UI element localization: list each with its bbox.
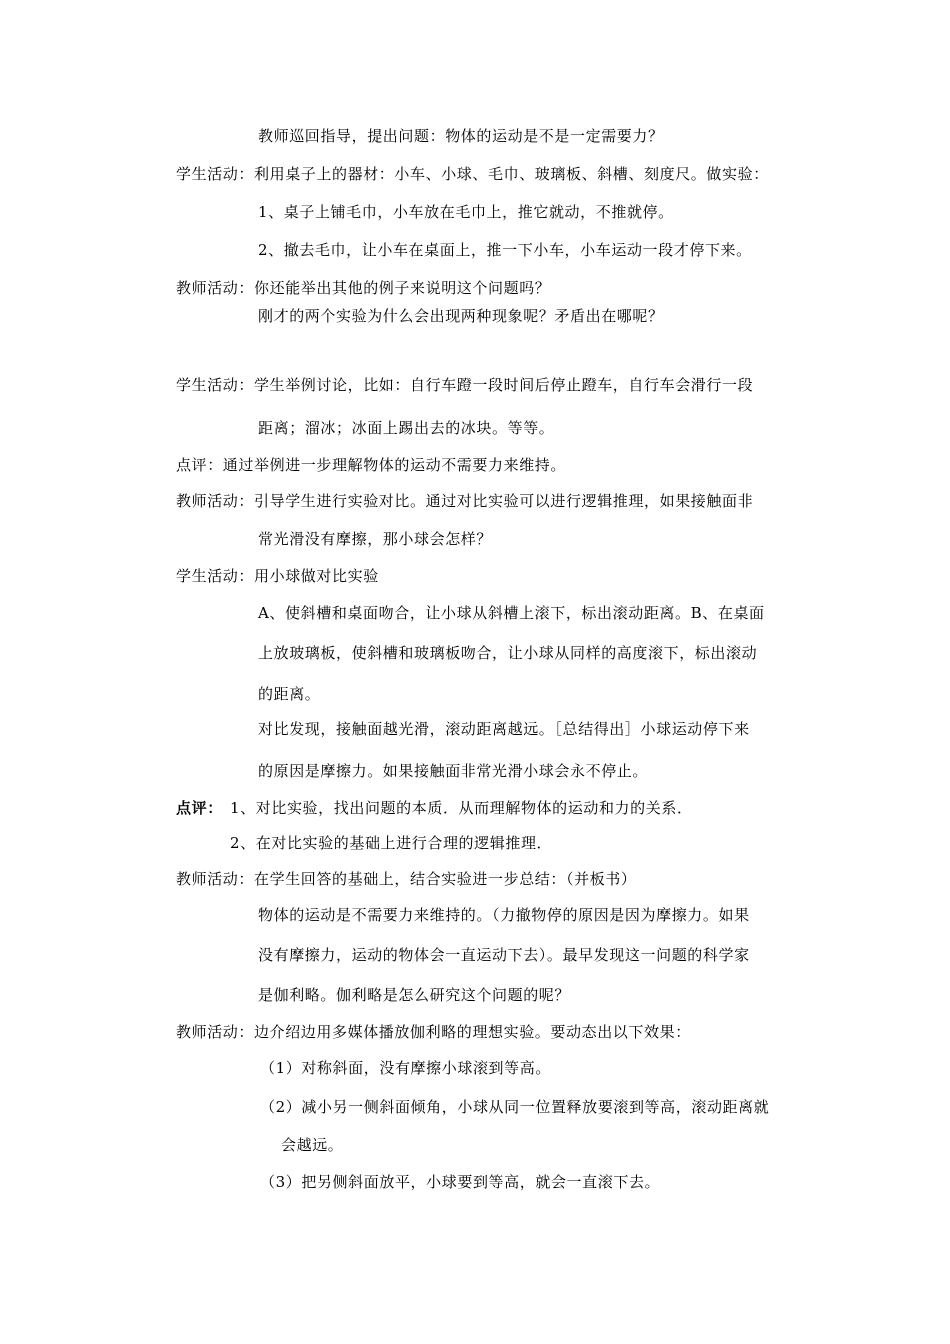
paragraph-line: 上放玻璃板，使斜槽和玻璃板吻合，让小球从同样的高度滚下，标出滚动 (258, 644, 758, 662)
paragraph-line: 没有摩擦力，运动的物体会一直运动下去）。最早发现这一问题的科学家 (258, 946, 750, 964)
paragraph-line: 距离；溜冰；冰面上踢出去的冰块。等等。 (258, 419, 555, 437)
paragraph-line: 学生活动：利用桌子上的器材：小车、小球、毛巾、玻璃板、斜槽、刻度尺。做实验： (176, 165, 769, 183)
paragraph-line: 的原因是摩擦力。如果接触面非常光滑小球会永不停止。 (258, 762, 649, 780)
paragraph-line: 2、在对比实验的基础上进行合理的逻辑推理． (230, 834, 553, 852)
paragraph-line: （1）对称斜面，没有摩擦小球滚到等高。 (260, 1059, 551, 1077)
paragraph-line: 学生活动：用小球做对比实验 (176, 567, 379, 585)
paragraph-line: 1、桌子上铺毛巾，小车放在毛巾上，推它就动，不推就停。 (258, 203, 674, 221)
paragraph-line: 会越远。 (281, 1136, 344, 1154)
paragraph-line: 对比发现，接触面越光滑，滚动距离越远。［总结得出］小球运动停下来 (258, 720, 750, 738)
paragraph-line: 教师活动：你还能举出其他的例子来说明这个问题吗？ (176, 279, 551, 297)
paragraph-line: 1、对比实验，找出问题的本质．从而理解物体的运动和力的关系． (230, 799, 693, 817)
paragraph-line: 点评：通过举例进一步理解物体的运动不需要力来维持。 (176, 456, 567, 474)
paragraph-line: A、使斜槽和桌面吻合，让小球从斜槽上滚下，标出滚动距离。B、在桌面 (258, 604, 765, 622)
paragraph-line: 常光滑没有摩擦，那小球会怎样？ (258, 530, 493, 548)
paragraph-line: 教师巡回指导，提出问题：物体的运动是不是一定需要力？ (258, 127, 664, 145)
paragraph-line: 物体的运动是不需要力来维持的。（力撤物停的原因是因为摩擦力。如果 (258, 906, 750, 924)
paragraph-line: 教师活动：在学生回答的基础上，结合实验进一步总结：（并板书） (176, 870, 637, 888)
paragraph-line: 学生活动：学生举例讨论，比如：自行车蹬一段时间后停止蹬车，自行车会滑行一段 (176, 376, 754, 394)
paragraph-line: （3）把另侧斜面放平，小球要到等高，就会一直滚下去。 (260, 1173, 661, 1191)
paragraph-line: 的距离。 (258, 685, 321, 703)
review-label: 点评： (176, 799, 223, 817)
paragraph-line: 教师活动：边介绍边用多媒体播放伽利略的理想实验。要动态出以下效果： (176, 1023, 691, 1041)
paragraph-line: （2）减小另一侧斜面倾角，小球从同一位置释放要滚到等高，滚动距离就 (260, 1098, 770, 1116)
paragraph-line: 教师活动：引导学生进行实验对比。通过对比实验可以进行逻辑推理，如果接触面非 (176, 492, 754, 510)
paragraph-line: 是伽利略。伽利略是怎么研究这个问题的呢？ (258, 986, 571, 1004)
paragraph-line: 2、撤去毛巾，让小车在桌面上，推一下小车，小车运动一段才停下来。 (258, 241, 752, 259)
paragraph-line: 刚才的两个实验为什么会出现两种现象呢？矛盾出在哪呢？ (258, 307, 664, 325)
